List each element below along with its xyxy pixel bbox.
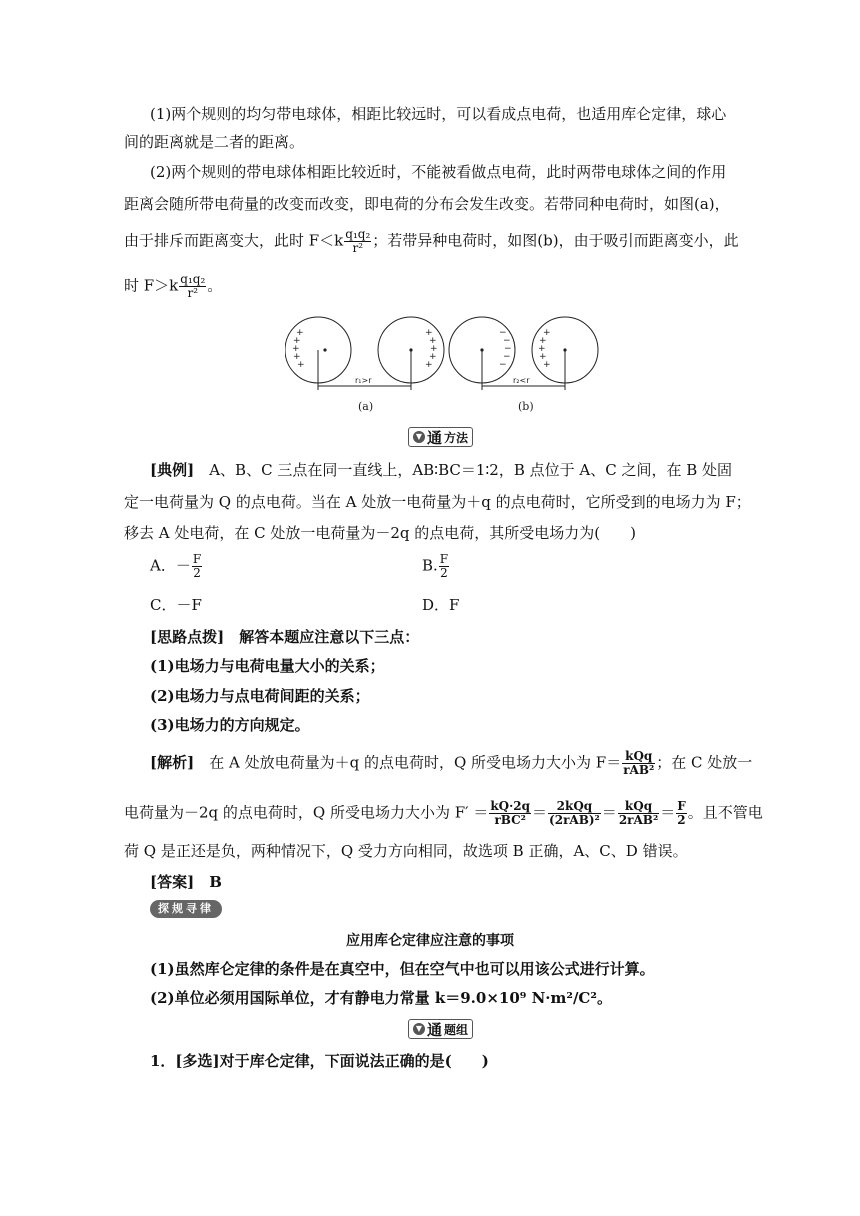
analysis-tag: [解析] xyxy=(150,753,195,772)
method-badge xyxy=(408,427,473,447)
answer-line xyxy=(150,871,222,893)
badge-big-char: 通 xyxy=(427,428,443,447)
minus-sign: − xyxy=(499,360,507,370)
rules-title: 应用库仑定律应注意的事项 xyxy=(346,933,514,949)
minus-sign: − xyxy=(503,352,511,362)
analysis-text1a: 在 A 处放电荷量为＋q 的点电荷时，Q 所受电场力大小为 F＝ xyxy=(209,753,622,772)
para2-line4-a: 时 F＞k xyxy=(124,276,179,295)
plus-sign: + xyxy=(293,336,301,346)
plus-sign: + xyxy=(297,360,305,370)
badge-arrow-icon: ▼ xyxy=(413,1023,425,1035)
badge-arrow-icon: ▼ xyxy=(413,431,425,443)
analysis-frac3-num: 2kQq xyxy=(548,800,601,814)
question-1: 1．[多选]对于库仑定律，下面说法正确的是( ) xyxy=(150,1052,489,1070)
para2-line3 xyxy=(124,228,739,255)
example-line2: 定一电荷量为 Q 的点电荷。当在 A 处放一电荷量为＋q 的点电荷时，它所受到的电场力为 F； xyxy=(124,493,751,511)
frac-num-2: q₁q₂ xyxy=(180,272,206,286)
analysis-frac4 xyxy=(618,800,659,827)
option-c: C．－F xyxy=(150,596,202,614)
option-a-fraction xyxy=(192,553,202,580)
plus-sign: + xyxy=(538,344,546,354)
analysis-line2 xyxy=(124,800,763,827)
analysis-frac2-num: kQ·2q xyxy=(490,799,531,813)
badge-text: 方法 xyxy=(444,430,469,445)
para2-line1: (2)两个规则的带电球体相距比较近时，不能被看做点电荷，此时两带电球体之间的作用 xyxy=(150,163,727,181)
analysis-frac1 xyxy=(622,750,655,777)
plus-sign: + xyxy=(425,360,433,370)
analysis-line1 xyxy=(150,750,752,777)
option-b-fraction xyxy=(439,553,449,580)
badge-text: 题组 xyxy=(444,1022,469,1037)
option-a-den: 2 xyxy=(193,566,201,580)
analysis-frac3 xyxy=(548,800,601,827)
option-a-label: A．－ xyxy=(150,556,191,575)
rule-2: (2)单位必须用国际单位，才有静电力常量 k＝9.0×10⁹ N·m²/C²。 xyxy=(150,989,612,1007)
equals-sign: ＝ xyxy=(601,803,617,822)
para2-line4 xyxy=(124,273,222,300)
option-b xyxy=(422,553,450,580)
distance-label-a: r₁>r xyxy=(355,376,372,385)
analysis-text1b: ；在 C 处放一 xyxy=(656,753,753,772)
option-d: D．F xyxy=(422,596,460,614)
equals-sign: ＝ xyxy=(660,803,676,822)
plus-sign: + xyxy=(425,328,433,338)
minus-sign: − xyxy=(504,344,512,354)
plus-sign: + xyxy=(430,344,438,354)
analysis-frac3-den: (2rAB)² xyxy=(549,813,600,827)
group-badge xyxy=(408,1019,473,1039)
example-tag: [典例] xyxy=(150,461,195,479)
para2-line4-b: 。 xyxy=(207,276,223,295)
para2-line3-b: ；若带异种电荷时，如图(b)，由于吸引而距离变小，此 xyxy=(372,231,739,250)
analysis-frac4-num: kQq xyxy=(618,800,659,814)
para1-line1: (1)两个规则的均匀带电球体，相距比较远时，可以看成点电荷，也适用库仑定律，球心 xyxy=(150,105,727,123)
analysis-frac2-den: rBC² xyxy=(494,813,526,827)
figure-label-b: (b) xyxy=(518,400,534,413)
plus-sign: + xyxy=(292,344,300,354)
hint-line xyxy=(150,626,419,648)
hint-point-1: (1)电场力与电荷电量大小的关系； xyxy=(150,657,385,675)
option-a-num: F xyxy=(192,552,202,566)
coulomb-fraction xyxy=(344,228,371,255)
option-b-num: F xyxy=(439,552,449,566)
badge-big-char: 通 xyxy=(427,1020,443,1039)
charged-spheres-figure xyxy=(285,310,605,418)
plus-sign: + xyxy=(539,352,547,362)
minus-sign: − xyxy=(499,328,507,338)
hint-text: 解答本题应注意以下三点： xyxy=(239,628,420,646)
analysis-text2a: 电荷量为－2q 的点电荷时，Q 所受电场力大小为 F′ ＝ xyxy=(124,803,489,822)
analysis-frac5-num: F xyxy=(677,799,686,813)
plus-sign: + xyxy=(543,328,551,338)
frac-den-2: r² xyxy=(187,286,199,300)
option-b-den: 2 xyxy=(440,566,448,580)
example-text1: A、B、C 三点在同一直线上，AB∶BC＝1∶2，B 点位于 A、C 之间，在 B 处固 xyxy=(209,461,733,479)
analysis-frac4-den: 2rAB² xyxy=(618,813,659,827)
minus-sign: − xyxy=(503,336,511,346)
rule-1: (1)虽然库仑定律的条件是在真空中，但在空气中也可以用该公式进行计算。 xyxy=(150,960,655,978)
hint-point-3: (3)电场力的方向规定。 xyxy=(150,716,310,734)
answer-value: B xyxy=(209,873,222,891)
figure-label-a: (a) xyxy=(358,400,374,413)
analysis-text2b: 。且不管电 xyxy=(687,803,763,822)
plus-sign: + xyxy=(293,352,301,362)
explore-badge: 探规寻律 xyxy=(150,900,222,918)
example-line3: 移去 A 处电荷，在 C 处放一电荷量为－2q 的点电荷，其所受电场力为( ) xyxy=(124,524,637,542)
para2-line2: 距离会随所带电荷量的改变而改变，即电荷的分布会发生改变。若带同种电荷时，如图(a)， xyxy=(124,195,730,213)
plus-sign: + xyxy=(296,328,304,338)
equals-sign: ＝ xyxy=(532,803,548,822)
coulomb-fraction-2 xyxy=(179,273,206,300)
option-a xyxy=(150,553,203,580)
plus-sign: + xyxy=(543,360,551,370)
plus-sign: + xyxy=(429,352,437,362)
analysis-frac1-den: rAB² xyxy=(623,763,655,777)
answer-tag: [答案] xyxy=(150,873,195,891)
example-line1 xyxy=(150,459,732,481)
analysis-frac2 xyxy=(489,800,531,827)
option-b-label: B. xyxy=(422,556,438,575)
frac-den: r² xyxy=(352,241,364,255)
para1-line2: 间的距离就是二者的距离。 xyxy=(124,133,305,151)
hint-point-2: (2)电场力与点电荷间距的关系； xyxy=(150,687,370,705)
frac-num: q₁q₂ xyxy=(345,227,371,241)
hint-tag: [思路点拨] xyxy=(150,628,225,646)
analysis-line3: 荷 Q 是正还是负，两种情况下，Q 受力方向相同，故选项 B 正确，A、C、D 错误。 xyxy=(124,842,688,860)
analysis-frac1-num: kQq xyxy=(622,750,655,764)
plus-sign: + xyxy=(429,336,437,346)
analysis-frac5 xyxy=(676,800,687,827)
plus-sign: + xyxy=(539,336,547,346)
para2-line3-a: 由于排斥而距离变大，此时 F＜k xyxy=(124,231,344,250)
distance-label-b: r₂<r xyxy=(513,376,530,385)
analysis-frac5-den: 2 xyxy=(677,813,686,827)
